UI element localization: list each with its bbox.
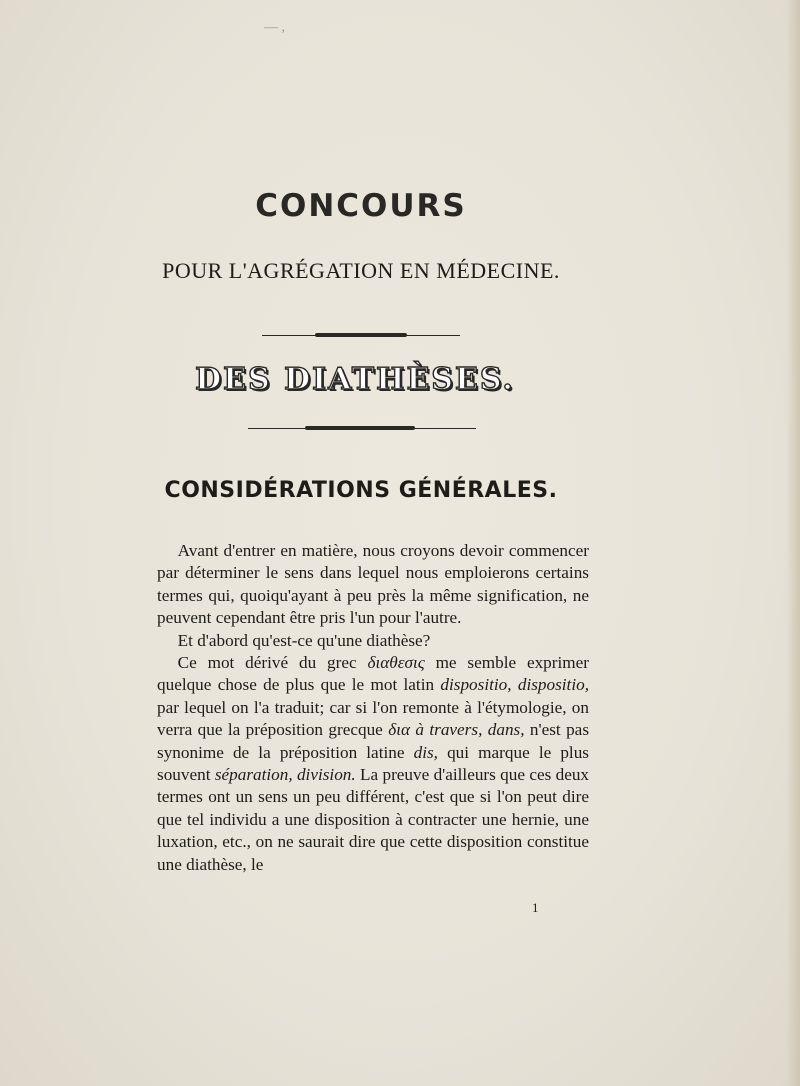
page-subtitle: POUR L'AGRÉGATION EN MÉDECINE. bbox=[162, 258, 560, 283]
text-run: par lequel on l'a traduit; car si l'on remonte à l'étymologie, on verra que la préposition grecque bbox=[157, 697, 589, 740]
divider-thick-bottom bbox=[305, 426, 415, 430]
text-run: n'est pas synonime de la préposition latine bbox=[157, 720, 590, 762]
divider-thick-top bbox=[315, 333, 407, 337]
latin-term: séparation, division. bbox=[214, 765, 356, 785]
page-number: 1 bbox=[532, 900, 539, 915]
page-title: CONCOURS bbox=[255, 188, 467, 224]
greek-word: δια bbox=[388, 720, 410, 740]
section-heading: DES DIATHÈSES. bbox=[195, 362, 515, 397]
paragraph-2: Et d'abord qu'est-ce qu'une diathèse? bbox=[177, 630, 431, 650]
text-run: me semble exprimer quelque chose de plus que le mot latin bbox=[157, 653, 589, 695]
latin-term: dispositio, dispositio, bbox=[440, 675, 589, 695]
page-edge-shadow bbox=[786, 0, 800, 1086]
paragraph-3 bbox=[157, 652, 589, 876]
text-run: La preuve d'ailleurs que ces deux termes ont un sens un peu différent, c'est que si l'on peut dire que tel individu a une disposition à contracter une hernie, une luxation, etc., on ne saurait dire que cette disposition constitue une diathèse, le bbox=[157, 765, 590, 874]
greek-word: διαθεσις bbox=[367, 653, 425, 673]
paragraph-1: Avant d'entrer en matière, nous croyons devoir commencer par déterminer le sens dans lequel nous emploierons certains termes qui, quoiqu'ayant à peu près la même signification, ne peuvent cependant être pris l'un pour l'autre. bbox=[157, 541, 589, 628]
text-run: Ce mot dérivé du grec bbox=[177, 653, 368, 673]
body-text bbox=[157, 540, 589, 876]
subsection-heading: CONSIDÉRATIONS GÉNÉRALES. bbox=[164, 478, 558, 503]
latin-term: dis, bbox=[413, 742, 438, 762]
latin-term: à travers, dans, bbox=[410, 720, 525, 740]
corner-mark: — , bbox=[264, 20, 285, 35]
text-run: qui marque le plus souvent bbox=[157, 742, 589, 785]
